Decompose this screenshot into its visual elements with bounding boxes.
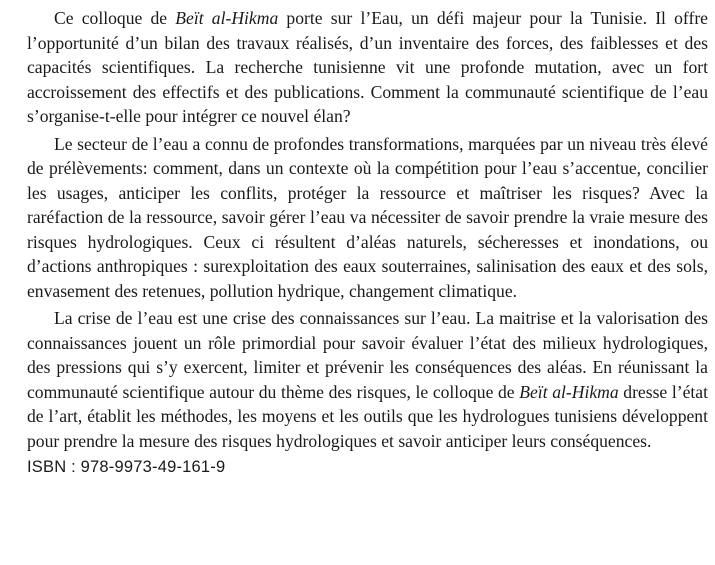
isbn-number: ISBN : 978-9973-49-161-9 — [27, 458, 226, 476]
paragraph-3-text-start: La crise de l’eau est une crise des connaissances sur l’eau. La maitrise et la valorisation des connaissances jouent un rôle primordial pour savoir évaluer l’état des milieux hydrologiques, des pressions qui s’y exercent, limiter et prévenir les conséquences des aléas. En réunissant la communauté scientifique autour du thème des risques, le colloque de — [27, 308, 708, 402]
institution-name-italic: Beït al-Hikma — [175, 8, 279, 28]
paragraph-1-text-end: porte sur l’Eau, un défi majeur pour la Tunisie. Il offre l’opportunité d’un bilan des travaux réalisés, d’un inventaire des forces, des faiblesses et des capacités scientifiques. La recherche tunisienne vit une profonde mutation, avec un fort accroissement des effectifs et des publications. Comment la communauté scientifique de l’eau s’organise-t-elle pour intégrer ce nouvel élan? — [27, 8, 708, 126]
back-cover-text — [27, 6, 708, 480]
paragraph-colloque-intro — [27, 6, 708, 129]
institution-name-italic: Beït al-Hikma — [519, 381, 619, 402]
paragraph-water-sector: Le secteur de l’eau a connu de profondes transformations, marquées par un niveau très élevé de prélèvements: comment, dans un contexte où la compétition pour l’eau s’accentue, concilier les usages, anticiper les conflits, protéger la ressource et maîtriser les risques? Avec la raréfaction de la ressource, savoir gérer l’eau va nécessiter de savoir prendre la vraie mesure des risques hydrologiques. Ceux ci résultent d’aléas naturels, sécheresses et inondations, ou d’actions anthropiques : surexploitation des eaux souterraines, salinisation des eaux et des sols, envasement des retenues, pollution hydrique, changement climatique. — [27, 133, 708, 301]
paragraph-3-text-end: dresse l’état de l’art, établit les méthodes, les moyens et les outils que les hydrologues tunisiens développent pour prendre la mesure des risques hydrologiques et savoir anticiper leurs conséquences. — [27, 381, 709, 451]
paragraph-1-text-start: Ce colloque de — [54, 8, 176, 28]
paragraph-water-crisis — [27, 306, 708, 453]
